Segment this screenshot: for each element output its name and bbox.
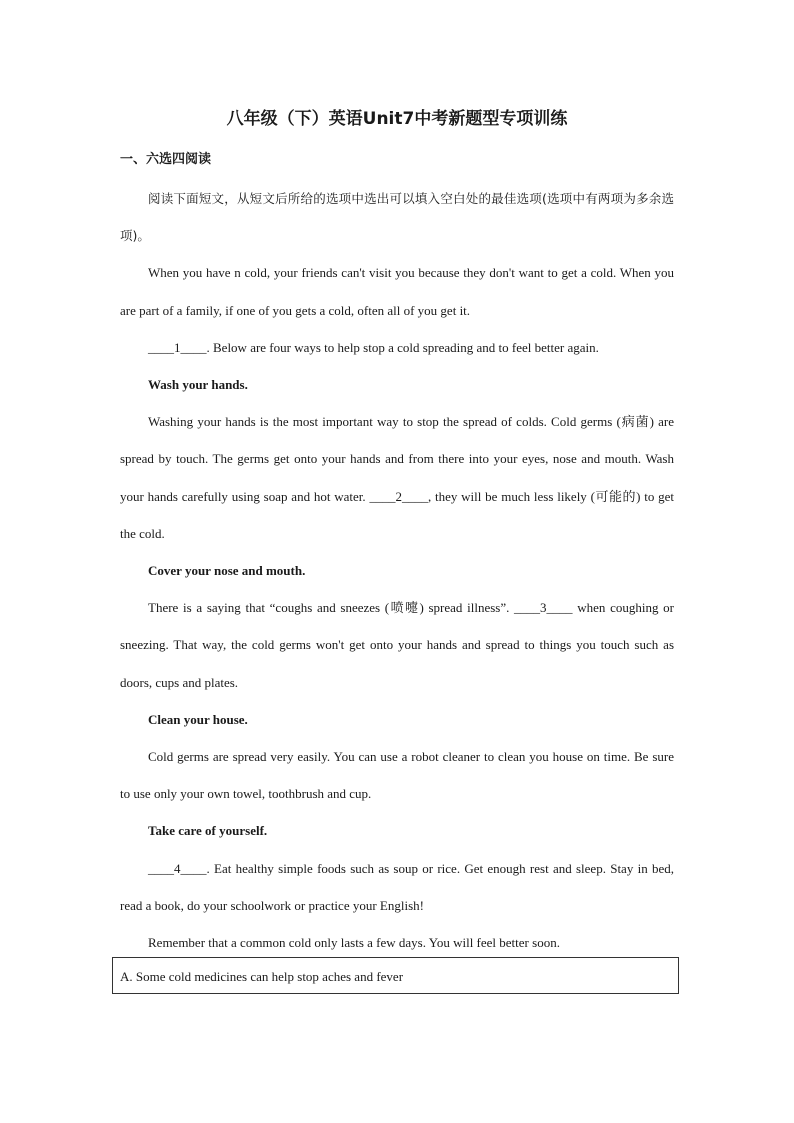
paragraph-clean-house: Cold germs are spread very easily. You can use a robot cleaner to clean you house on time. Be sure to use only your own towel, toothbrush and cup. xyxy=(120,749,674,802)
option-a: A. Some cold medicines can help stop aches and fever xyxy=(120,969,404,984)
instructions: 阅读下面短文，从短文后所给的选项中选出可以填入空白处的最佳选项(选项中有两项为多余选项)。 xyxy=(120,191,674,244)
paragraph-cover-nose: There is a saying that “coughs and sneezes (喷嚏) spread illness”. ____3____ when coughing or sneezing. That way, the cold germs won't get onto your hands and spread to things you touch such as doors, cups and plates. xyxy=(120,600,674,690)
heading-cover-nose: Cover your nose and mouth. xyxy=(148,563,306,579)
paragraph-intro: When you have n cold, your friends can't visit you because they don't want to get a cold. When you are part of a family, if one of you gets a cold, often all of you get it. xyxy=(120,265,674,318)
paragraph-wash-hands: Washing your hands is the most important way to stop the spread of colds. Cold germs (病菌) are spread by touch. The germs get onto your hands and from there into your eyes, nose and mouth. Wash your hands carefully using soap and hot water. ____2____, they will be much less likely (可能的) to get the cold. xyxy=(120,414,674,541)
options-box xyxy=(112,957,679,994)
paragraph-blank-1: ____1____. Below are four ways to help stop a cold spreading and to feel better again. xyxy=(148,339,599,355)
paragraph-remember: Remember that a common cold only lasts a few days. You will feel better soon. xyxy=(148,935,560,951)
passage xyxy=(120,180,674,961)
heading-take-care: Take care of yourself. xyxy=(148,823,268,839)
paragraph-take-care: ____4____. Eat healthy simple foods such as soup or rice. Get enough rest and sleep. Stay in bed, read a book, do your schoolwork or practice your English! xyxy=(120,860,674,913)
section-title: 一、六选四阅读 xyxy=(120,152,212,167)
page-title: 八年级（下）英语Unit7中考新题型专项训练 xyxy=(226,109,568,129)
heading-clean-house: Clean your house. xyxy=(148,711,248,727)
heading-wash-hands: Wash your hands. xyxy=(148,377,248,393)
